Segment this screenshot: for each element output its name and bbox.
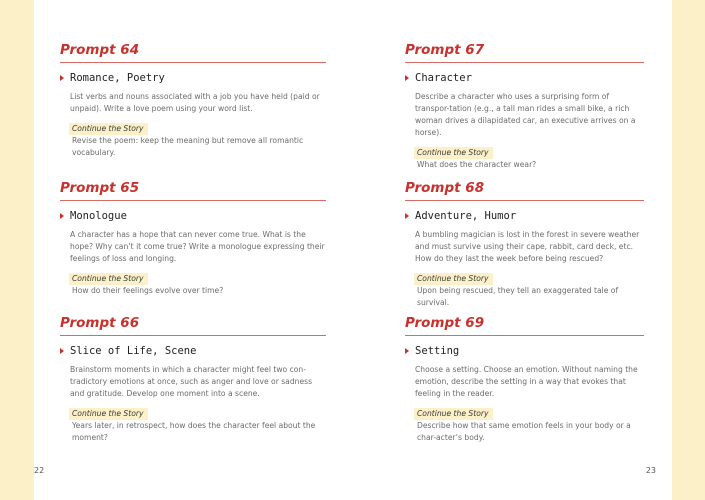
bullet-triangle-icon [60, 75, 64, 81]
prompt-title: Prompt 66 [60, 315, 326, 336]
prompt-67 [405, 42, 644, 171]
category-label: Slice of Life, Scene [70, 345, 197, 357]
category-label: Monologue [70, 210, 127, 222]
right-page [352, 0, 672, 500]
continue-section [60, 408, 326, 444]
bullet-triangle-icon [60, 348, 64, 354]
prompt-body: A bumbling magician is lost in the forest in severe weather and must survive using their cape, rabbit, card deck, etc. How do they last the week before being rescued? [415, 230, 640, 263]
continue-section [405, 147, 644, 171]
prompt-title: Prompt 68 [405, 180, 644, 201]
prompt-body: Brainstorm moments in which a character might feel two con-tradictory emotions at once, such as anger and love or sadness and gratitude. Develop one moment into a scene. [70, 365, 313, 398]
continue-text: Upon being rescued, they tell an exaggerated tale of survival. [417, 286, 619, 307]
prompt-title: Prompt 64 [60, 42, 326, 63]
prompt-body: Choose a setting. Choose an emotion. Without naming the emotion, describe the setting in a way that evokes that feeling in the reader. [415, 365, 638, 398]
bullet-triangle-icon [405, 348, 409, 354]
category-label: Romance, Poetry [70, 72, 165, 84]
prompt-69 [405, 315, 644, 444]
prompt-64 [60, 42, 326, 159]
prompt-category [405, 209, 644, 223]
bullet-triangle-icon [405, 213, 409, 219]
continue-section [405, 408, 644, 444]
page-number: 23 [645, 466, 656, 475]
continue-label: Continue the Story [69, 273, 148, 285]
continue-label: Continue the Story [69, 123, 148, 135]
prompt-title: Prompt 69 [405, 315, 644, 336]
prompt-category [405, 71, 644, 85]
page-number: 22 [34, 466, 45, 475]
continue-text: Years later, in retrospect, how does the character feel about the moment? [72, 421, 316, 442]
prompt-body: A character has a hope that can never come true. What is the hope? Why can’t it come true? Write a monologue expressing their feelings of loss and longing. [70, 230, 325, 263]
continue-text: What does the character wear? [417, 160, 537, 169]
continue-label: Continue the Story [414, 147, 493, 159]
continue-text: Revise the poem: keep the meaning but remove all romantic vocabulary. [72, 136, 304, 157]
continue-section [405, 273, 644, 309]
continue-label: Continue the Story [414, 273, 493, 285]
left-page [34, 0, 352, 500]
prompt-category [60, 209, 326, 223]
prompt-body: List verbs and nouns associated with a job you have held (paid or unpaid). Write a love poem using your word list. [70, 92, 320, 113]
continue-label: Continue the Story [414, 408, 493, 420]
category-label: Setting [415, 345, 460, 357]
continue-label: Continue the Story [69, 408, 148, 420]
bullet-triangle-icon [60, 213, 64, 219]
prompt-category [60, 71, 326, 85]
continue-section [60, 273, 326, 297]
prompt-65 [60, 180, 326, 297]
category-label: Character [415, 72, 472, 84]
prompt-66 [60, 315, 326, 444]
continue-text: How do their feelings evolve over time? [72, 286, 224, 295]
bullet-triangle-icon [405, 75, 409, 81]
prompt-title: Prompt 67 [405, 42, 644, 63]
prompt-category [405, 344, 644, 358]
prompt-category [60, 344, 326, 358]
continue-section [60, 123, 326, 159]
continue-text: Describe how that same emotion feels in your body or a char-acter’s body. [417, 421, 631, 442]
category-label: Adventure, Humor [415, 210, 517, 222]
prompt-title: Prompt 65 [60, 180, 326, 201]
prompt-body: Describe a character who uses a surprising form of transpor-tation (e.g., a tall man rides a small bike, a rich woman drives a dilapidated car, an executive arrives on a horse). [415, 92, 636, 137]
prompt-68 [405, 180, 644, 309]
